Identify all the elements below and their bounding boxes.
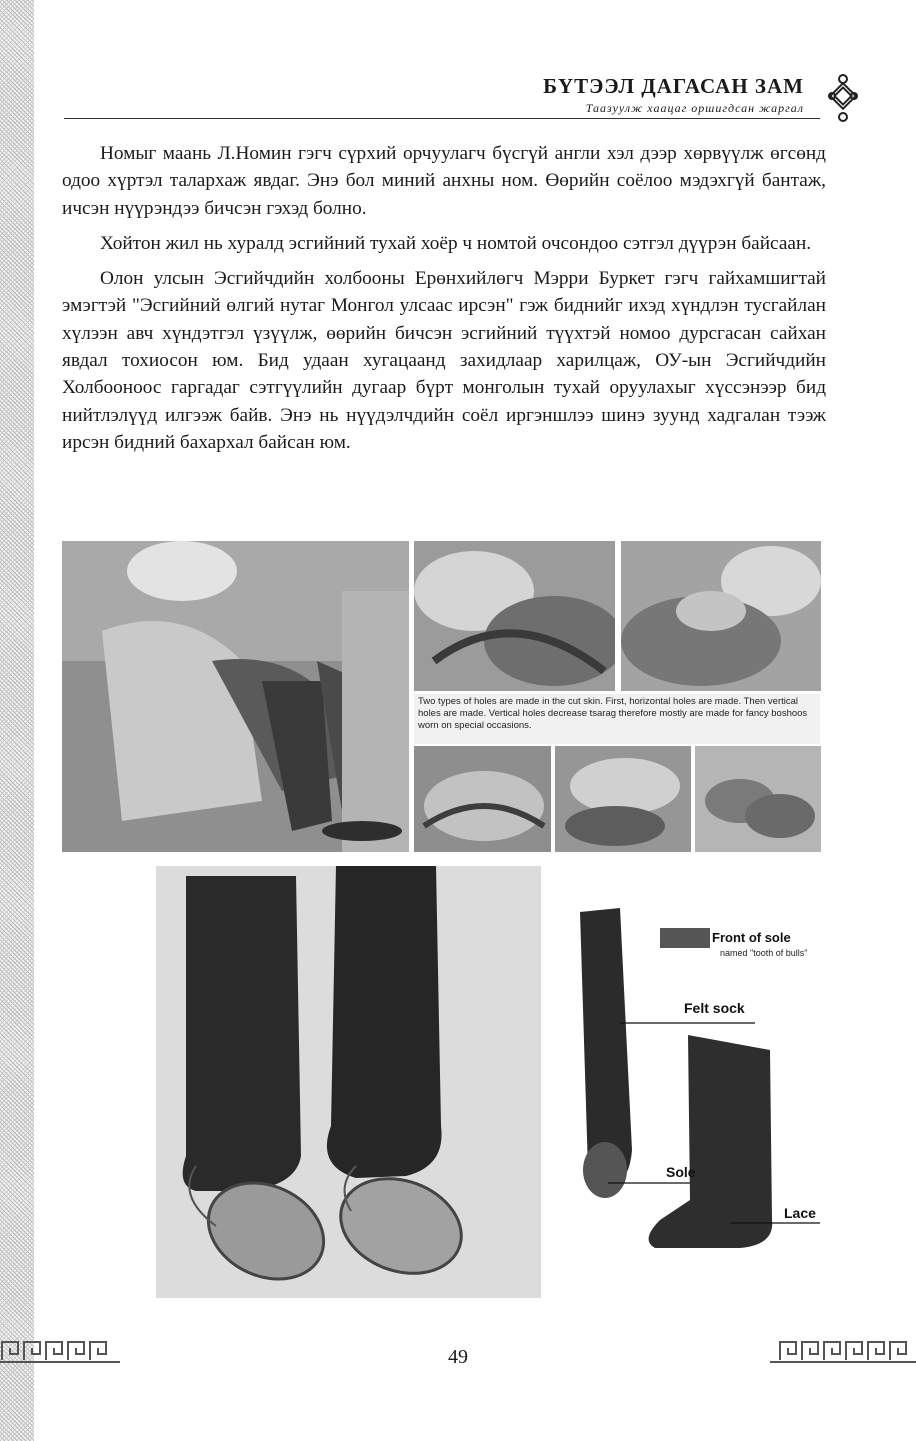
photo-punching-holes: [414, 746, 551, 852]
paragraph: Номыг маань Л.Номин гэгч сүрхий орчуулагч бүсгүй англи хэл дээр хөрвүүлж өгсөнд одоо хүртэл талархаж явдаг. Энэ бол миний анхны ном. Өөрийн соёлоо мэдэхгүй бантаж, ичсэн нүүрэндээ бичсэн гэхэд болно.: [62, 143, 826, 219]
photo-trying-on-boots: [62, 541, 409, 852]
photo-lacing-sole: [555, 746, 691, 852]
paragraph: Хойтон жил нь хуралд эсгийний тухай хоёр ч номтой очсондоо сэтгэл дүүрэн байсаан.: [100, 232, 812, 254]
photo-finished-soles: [695, 746, 821, 852]
label-front-of-sole-note: named "tooth of bulls": [720, 948, 808, 958]
header-subtitle: Таазуулж хаацаг оршигдсан жаргал: [585, 101, 804, 115]
label-front-of-sole: Front of sole: [712, 930, 791, 945]
paragraph: Олон улсын Эсгийчдийн холбооны Ерөнхийлөгч Мэрри Буркет гэгч гайхамшигтай эмэгтэй "Эсгийний өлгий нутаг Монгол улсаас ирсэн" гэж биднийг ихэд хүндлэн тусгайлан хүлээн авч хүндэтгэл үзүүлж, өөрийн бичсэн эсгийний түүхтэй номоо дурсгасан сайхан явдал тохиосон юм. Бид удаан хугацаанд захидлаар харилцаж, ОУ-ын Эсгийчдийн Холбоонoос гаргадаг сэтгүүлийн дугаар бүрт монголын тухай оруулахыг хүссэнээр бид нийтлэлүүд илгээж байв. Энэ нь нүүдэлчдийн соёл иргэншлээ шинэ зуунд хадгалан тээж ирсэн бидний бахархал байсан юм.: [62, 268, 826, 453]
label-lace: Lace: [784, 1205, 816, 1221]
boot-diagram: [560, 900, 860, 1300]
meander-border-right: [740, 1338, 916, 1364]
label-sole: Sole: [666, 1164, 696, 1180]
body-text: [62, 140, 826, 464]
running-header: [64, 74, 900, 124]
photo-hands-stitching: [414, 541, 615, 691]
photo-felt-boots-soles: [156, 866, 541, 1298]
header-title: БҮТЭЭЛ ДАГАСАН ЗАМ: [543, 74, 804, 98]
photo-sewing-leather: [621, 541, 821, 691]
page-number: 49: [448, 1346, 468, 1368]
boot-diagram-drawing: [560, 900, 860, 1300]
label-felt-sock: Felt sock: [684, 1000, 745, 1016]
decorative-left-border: [0, 0, 34, 1441]
figure-caption: Two types of holes are made in the cut skin. First, horizontal holes are made. Then vertical holes are made. Vertical holes decrease tsarag therefore mostly are made for fancy boshoos worn on special occasions.: [414, 694, 820, 744]
endless-knot-icon: [826, 74, 860, 122]
header-rule: [64, 118, 820, 119]
